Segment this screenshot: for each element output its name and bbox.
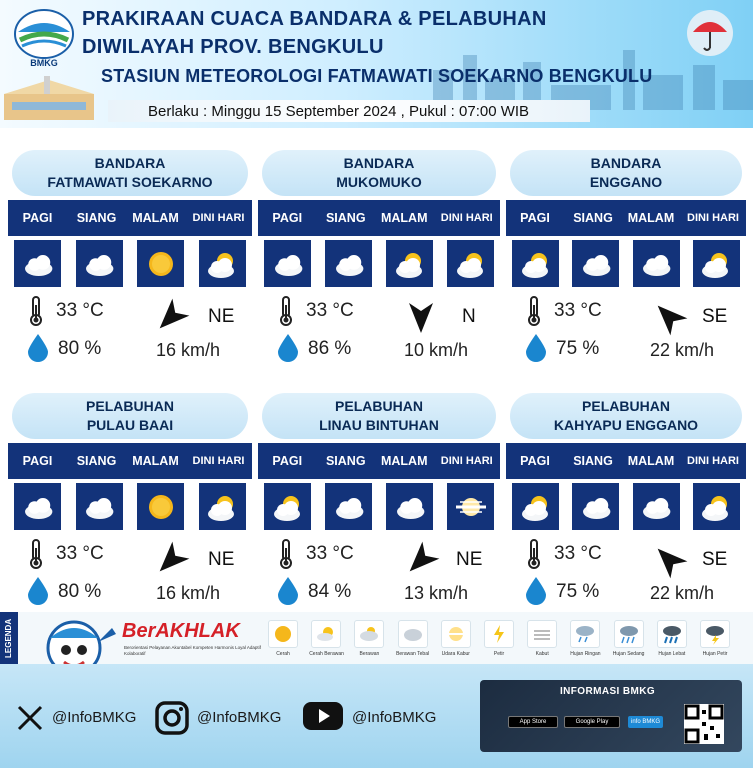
cloudy-icon bbox=[572, 240, 619, 287]
humidity-value: 84 % bbox=[308, 581, 352, 602]
x-icon[interactable] bbox=[16, 704, 44, 732]
period-label: DINI HARI bbox=[192, 455, 245, 467]
period-header bbox=[506, 443, 746, 479]
legend-item-label: Hujan Petir bbox=[702, 651, 728, 657]
cloudy-icon bbox=[572, 483, 619, 530]
title-line-1: PRAKIRAAN CUACA BANDARA & PELABUHAN bbox=[82, 8, 547, 30]
sunny-cloudy-icon bbox=[311, 620, 341, 648]
period-header bbox=[8, 443, 252, 479]
humidity-value: 75 % bbox=[556, 581, 600, 602]
wind-direction-arrow-icon bbox=[402, 541, 440, 584]
berakhlak-title: BerAKHLAK bbox=[122, 620, 240, 642]
legend-item-label: Berawan bbox=[359, 651, 380, 657]
temperature-value: 33 °C bbox=[306, 543, 354, 564]
info-bmkg-title: INFORMASI BMKG bbox=[560, 686, 656, 697]
period-header bbox=[258, 200, 500, 236]
humidity-value: 80 % bbox=[58, 338, 102, 359]
period-label: SIANG bbox=[573, 211, 613, 225]
airport-building-illustration bbox=[4, 76, 94, 120]
location-name: LINAU BINTUHAN bbox=[319, 417, 439, 433]
period-label: SIANG bbox=[325, 454, 366, 468]
period-label: PAGI bbox=[272, 454, 303, 468]
partly-cloudy-icon bbox=[693, 240, 740, 287]
temperature-value: 33 °C bbox=[56, 543, 104, 564]
sunny-icon bbox=[268, 620, 298, 648]
cloudy-icon bbox=[325, 240, 372, 287]
title-line-2: DIWILAYAH PROV. BENGKULU bbox=[82, 36, 384, 58]
cloudy-icon bbox=[633, 240, 680, 287]
x-handle[interactable]: @InfoBMKG bbox=[52, 709, 137, 726]
location-title bbox=[510, 393, 742, 439]
legend-item-label: Berawan Tebal bbox=[396, 651, 430, 657]
legend-item-label: Udara Kabur bbox=[441, 651, 470, 657]
period-label: SIANG bbox=[76, 454, 117, 468]
wind-direction-arrow-icon bbox=[402, 298, 440, 341]
period-header bbox=[8, 200, 252, 236]
humidity-drop-icon bbox=[26, 575, 50, 610]
legend-item bbox=[482, 620, 516, 657]
wind-direction-arrow-icon bbox=[650, 298, 688, 341]
wind-direction-value: NE bbox=[208, 549, 235, 570]
weather-icons-row bbox=[512, 240, 740, 287]
location-type: PELABUHAN bbox=[335, 398, 423, 414]
sunny-icon bbox=[137, 240, 184, 287]
period-header bbox=[258, 443, 500, 479]
legend-item-label: Hujan Ringan bbox=[570, 651, 601, 657]
wind-direction-arrow-icon bbox=[152, 298, 190, 341]
cloudy-icon bbox=[354, 620, 384, 648]
location-type: PELABUHAN bbox=[86, 398, 174, 414]
sunny-icon bbox=[137, 483, 184, 530]
legend-item-label: Cerah bbox=[276, 651, 290, 657]
period-label: MALAM bbox=[132, 211, 179, 225]
period-label: DINI HARI bbox=[440, 212, 493, 224]
period-label: DINI HARI bbox=[440, 455, 493, 467]
cloudy-icon bbox=[325, 483, 372, 530]
legend-label: LEGENDA bbox=[0, 612, 18, 664]
period-label: PAGI bbox=[520, 211, 550, 225]
humidity-drop-icon bbox=[276, 575, 300, 610]
legend-item bbox=[352, 620, 386, 657]
humidity-drop-icon bbox=[276, 332, 300, 367]
temperature-value: 33 °C bbox=[306, 300, 354, 321]
wind-direction-value: NE bbox=[456, 549, 483, 570]
period-header bbox=[506, 200, 746, 236]
period-label: MALAM bbox=[380, 454, 428, 468]
wind-direction-value: NE bbox=[208, 306, 235, 327]
wind-direction-value: SE bbox=[702, 549, 728, 570]
umbrella-icon bbox=[685, 8, 735, 58]
youtube-icon[interactable] bbox=[302, 700, 344, 732]
location-type: BANDARA bbox=[343, 155, 415, 171]
legend-item bbox=[309, 620, 343, 657]
wind-direction-arrow-icon bbox=[650, 541, 688, 584]
wind-speed-value: 22 km/h bbox=[650, 583, 715, 603]
partly-cloudy-icon bbox=[199, 240, 246, 287]
period-label: PAGI bbox=[22, 454, 53, 468]
info-bmkg-app-badge[interactable]: info BMKG bbox=[628, 716, 663, 728]
partly-cloudy-icon bbox=[693, 483, 740, 530]
period-label: SIANG bbox=[573, 454, 613, 468]
validity-text: Berlaku : Minggu 15 September 2024 , Pukul : 07:00 WIB bbox=[148, 103, 530, 120]
partly-cloudy-icon bbox=[512, 240, 559, 287]
instagram-handle[interactable]: @InfoBMKG bbox=[197, 709, 282, 726]
legend-item-label: Hujan Sedang bbox=[612, 651, 645, 657]
app-store-button[interactable]: App Store bbox=[508, 716, 558, 728]
weather-icons-row bbox=[14, 483, 246, 530]
cloudy-icon bbox=[14, 483, 61, 530]
wind-direction-value: N bbox=[462, 306, 476, 327]
humidity-value: 86 % bbox=[308, 338, 352, 359]
humidity-drop-icon bbox=[524, 332, 548, 367]
weather-icons-row bbox=[264, 240, 494, 287]
title-line-3: STASIUN METEOROLOGI FATMAWATI SOEKARNO BENGKULU bbox=[101, 66, 653, 86]
cloudy-icon bbox=[264, 240, 311, 287]
youtube-handle[interactable]: @InfoBMKG bbox=[352, 709, 437, 726]
location-type: BANDARA bbox=[590, 155, 662, 171]
location-name: PULAU BAAI bbox=[86, 417, 174, 433]
location-title bbox=[262, 393, 496, 439]
humidity-value: 80 % bbox=[58, 581, 102, 602]
legend-item-label: Hujan Lebat bbox=[658, 651, 686, 657]
period-label: MALAM bbox=[627, 454, 675, 468]
wind-speed-value: 16 km/h bbox=[156, 583, 221, 603]
temperature-value: 33 °C bbox=[56, 300, 104, 321]
location-title bbox=[12, 150, 248, 196]
thermometer-icon bbox=[526, 538, 542, 575]
legend-item bbox=[439, 620, 473, 657]
cloudy-icon bbox=[76, 483, 123, 530]
thermometer-icon bbox=[28, 295, 44, 332]
haze-icon bbox=[441, 620, 471, 648]
overcast-icon bbox=[398, 620, 428, 648]
wind-direction-value: SE bbox=[702, 306, 728, 327]
location-name: FATMAWATI SOEKARNO bbox=[47, 174, 213, 190]
legend-item bbox=[525, 620, 559, 657]
humidity-drop-icon bbox=[26, 332, 50, 367]
legend-item bbox=[612, 620, 646, 657]
wind-speed-value: 22 km/h bbox=[650, 340, 715, 360]
location-name: ENGGANO bbox=[589, 174, 663, 190]
period-label: PAGI bbox=[272, 211, 303, 225]
instagram-icon[interactable] bbox=[154, 700, 190, 736]
moderate-rain-icon bbox=[614, 620, 644, 648]
legend-item bbox=[396, 620, 430, 657]
legend-item-label: Petir bbox=[493, 651, 505, 657]
wind-speed-value: 10 km/h bbox=[404, 340, 469, 360]
period-label: MALAM bbox=[627, 211, 675, 225]
cloudy-icon bbox=[633, 483, 680, 530]
location-title bbox=[12, 393, 248, 439]
thunderstorm-icon bbox=[700, 620, 730, 648]
partly-cloudy-icon bbox=[199, 483, 246, 530]
temperature-value: 33 °C bbox=[554, 300, 602, 321]
period-label: PAGI bbox=[520, 454, 550, 468]
period-label: SIANG bbox=[76, 211, 117, 225]
fog-icon bbox=[527, 620, 557, 648]
humidity-value: 75 % bbox=[556, 338, 600, 359]
partly-cloudy-icon bbox=[386, 240, 433, 287]
thermometer-icon bbox=[278, 538, 294, 575]
partly-cloudy-icon bbox=[264, 483, 311, 530]
legend-item-label: Kabut bbox=[535, 651, 549, 657]
period-label: DINI HARI bbox=[687, 455, 739, 467]
location-title bbox=[510, 150, 742, 196]
period-label: SIANG bbox=[325, 211, 366, 225]
period-label: DINI HARI bbox=[687, 212, 739, 224]
weather-icons-row bbox=[512, 483, 740, 530]
location-name: MUKOMUKO bbox=[336, 174, 422, 190]
legend-item bbox=[655, 620, 689, 657]
legend-item bbox=[698, 620, 732, 657]
location-title bbox=[262, 150, 496, 196]
wind-direction-arrow-icon bbox=[152, 541, 190, 584]
wind-speed-value: 13 km/h bbox=[404, 583, 469, 603]
location-type: PELABUHAN bbox=[582, 398, 670, 414]
wind-speed-value: 16 km/h bbox=[156, 340, 221, 360]
location-type: BANDARA bbox=[94, 155, 166, 171]
period-label: DINI HARI bbox=[192, 212, 245, 224]
legend-item bbox=[568, 620, 602, 657]
weather-icons-row bbox=[14, 240, 246, 287]
cloudy-icon bbox=[76, 240, 123, 287]
partly-cloudy-icon bbox=[447, 240, 494, 287]
legend-item bbox=[266, 620, 300, 657]
heavy-rain-icon bbox=[657, 620, 687, 648]
cloudy-icon bbox=[14, 240, 61, 287]
cloudy-icon bbox=[386, 483, 433, 530]
weather-icons-row bbox=[264, 483, 494, 530]
partly-cloudy-icon bbox=[512, 483, 559, 530]
temperature-value: 33 °C bbox=[554, 543, 602, 564]
light-rain-icon bbox=[570, 620, 600, 648]
period-label: MALAM bbox=[380, 211, 428, 225]
thermometer-icon bbox=[28, 538, 44, 575]
lightning-icon bbox=[484, 620, 514, 648]
haze-icon bbox=[447, 483, 494, 530]
berakhlak-subtitle: Berorientasi Pelayanan Akuntabel Kompeten Harmonis Loyal Adaptif Kolaboratif bbox=[124, 645, 261, 656]
thermometer-icon bbox=[526, 295, 542, 332]
location-name: KAHYAPU ENGGANO bbox=[553, 417, 699, 433]
legend-item-label: Cerah Berawan bbox=[309, 651, 344, 657]
period-label: MALAM bbox=[132, 454, 179, 468]
humidity-drop-icon bbox=[524, 575, 548, 610]
period-label: PAGI bbox=[22, 211, 53, 225]
thermometer-icon bbox=[278, 295, 294, 332]
qr-code-icon[interactable] bbox=[684, 704, 724, 744]
logo-text: BMKG bbox=[30, 58, 58, 68]
google-play-button[interactable]: Google Play bbox=[564, 716, 620, 728]
